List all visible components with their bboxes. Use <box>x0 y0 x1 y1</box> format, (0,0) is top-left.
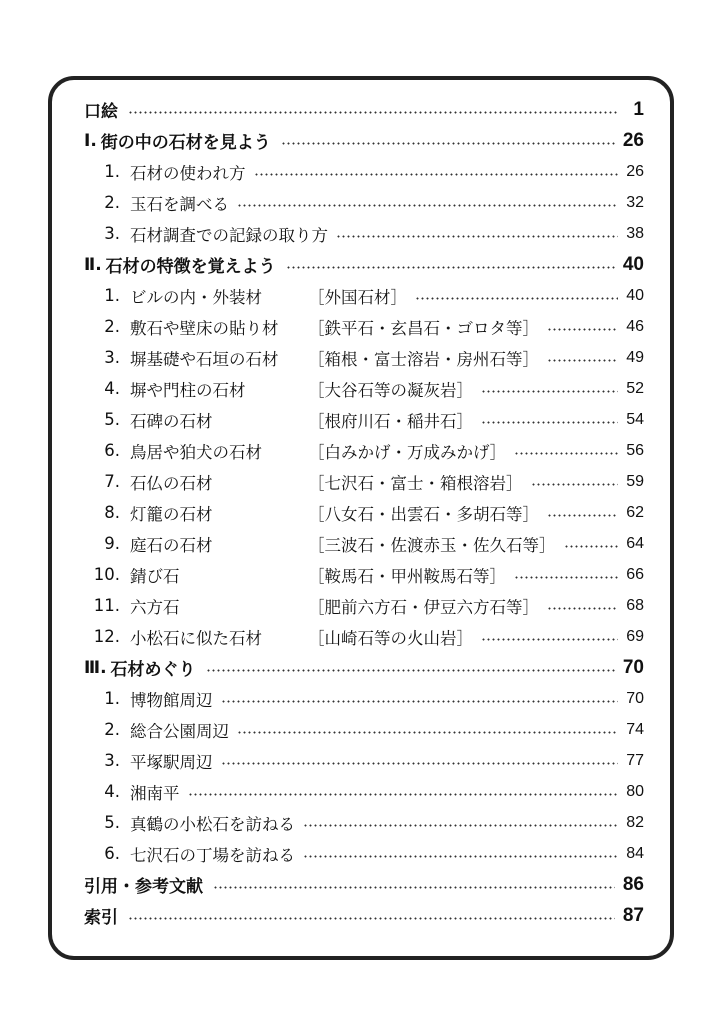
toc-page-number: 46 <box>626 317 644 335</box>
toc-stone-note: ［根府川石・稲井石］ <box>308 411 473 431</box>
toc-page-number: 82 <box>626 813 644 831</box>
dot-leader <box>514 576 618 579</box>
toc-stone-note: ［箱根・富士溶岩・房州石等］ <box>308 349 539 369</box>
dot-leader <box>237 731 618 734</box>
toc-page-number: 68 <box>626 596 644 614</box>
toc-title: 玉石を調べる <box>130 194 229 214</box>
toc-page-number: 59 <box>626 472 644 490</box>
toc-number: 10. <box>93 565 120 584</box>
toc-stone-note: ［鞍馬石・甲州鞍馬石等］ <box>308 566 506 586</box>
toc-page-number: 40 <box>626 286 644 304</box>
toc-section-row[interactable] <box>84 435 644 466</box>
toc-page-number: 62 <box>626 503 644 521</box>
toc-number: 6. <box>104 441 120 460</box>
toc-section-row[interactable] <box>84 621 644 652</box>
toc-page-number: 40 <box>622 253 644 275</box>
dot-leader <box>481 638 618 641</box>
toc-title: 庭石の石材 <box>130 535 213 555</box>
toc-number: Ⅱ. <box>84 254 102 275</box>
toc-section-row[interactable] <box>84 838 644 869</box>
toc-title: 六方石 <box>130 597 180 617</box>
dot-leader <box>547 514 618 517</box>
toc-number: 3. <box>104 751 120 770</box>
dot-leader <box>254 173 619 176</box>
toc-title: 鳥居や狛犬の石材 <box>130 442 262 462</box>
toc-section-row[interactable] <box>84 466 644 497</box>
toc-title: 石材調査での記録の取り方 <box>130 225 328 245</box>
dot-leader <box>336 235 618 238</box>
toc-title: 湘南平 <box>130 783 180 803</box>
toc-title: 灯籠の石材 <box>130 504 213 524</box>
dot-leader <box>415 297 618 300</box>
toc-number: 9. <box>104 534 120 553</box>
toc-page-number: 74 <box>626 720 644 738</box>
toc-page-number: 70 <box>622 656 644 678</box>
dot-leader <box>221 762 619 765</box>
toc-section-row[interactable] <box>84 807 644 838</box>
toc-section-row[interactable] <box>84 373 644 404</box>
toc-number: Ⅰ. <box>84 130 97 151</box>
toc-section-row[interactable] <box>84 776 644 807</box>
toc-page-number: 70 <box>626 689 644 707</box>
toc-title: 博物館周辺 <box>130 690 213 710</box>
toc-section-row[interactable] <box>84 404 644 435</box>
toc-stone-note: ［七沢石・富士・箱根溶岩］ <box>308 473 523 493</box>
toc-number: 4. <box>104 379 120 398</box>
dot-leader <box>481 421 618 424</box>
toc-page-number: 38 <box>626 224 644 242</box>
dot-leader <box>481 390 618 393</box>
toc-title: 引用・参考文献 <box>84 877 203 897</box>
toc-page-number: 26 <box>626 162 644 180</box>
toc-section-row[interactable] <box>84 528 644 559</box>
toc-number: 5. <box>104 813 120 832</box>
toc-chapter-row[interactable] <box>84 94 644 125</box>
toc-section-row[interactable] <box>84 187 644 218</box>
toc-page-number: 66 <box>626 565 644 583</box>
toc-section-row[interactable] <box>84 590 644 621</box>
toc-section-row[interactable] <box>84 342 644 373</box>
dot-leader <box>237 204 618 207</box>
toc-section-row[interactable] <box>84 280 644 311</box>
toc-number: Ⅲ. <box>84 657 107 678</box>
toc-title: 塀や門柱の石材 <box>130 380 246 400</box>
toc-title: 平塚駅周辺 <box>130 752 213 772</box>
toc-section-row[interactable] <box>84 683 644 714</box>
dot-leader <box>547 359 618 362</box>
toc-page-number: 32 <box>626 193 644 211</box>
toc-title: 総合公園周辺 <box>130 721 229 741</box>
toc-page-number: 86 <box>622 873 644 895</box>
toc-page-number: 64 <box>626 534 644 552</box>
dot-leader <box>303 824 618 827</box>
toc-section-row[interactable] <box>84 559 644 590</box>
toc-title: 石材の使われ方 <box>130 163 246 183</box>
toc-number: 8. <box>104 503 120 522</box>
toc-title: 石材めぐり <box>110 660 196 680</box>
toc-title: ビルの内・外装材 <box>130 287 262 307</box>
dot-leader <box>286 266 615 269</box>
toc-stone-note: ［山崎石等の火山岩］ <box>308 628 473 648</box>
toc-section-row[interactable] <box>84 497 644 528</box>
toc-number: 1. <box>104 162 120 181</box>
toc-number: 11. <box>93 596 120 615</box>
toc-chapter-row[interactable] <box>84 249 644 280</box>
toc-page-number: 26 <box>622 129 644 151</box>
toc-page-number: 52 <box>626 379 644 397</box>
dot-leader <box>188 793 619 796</box>
dot-leader <box>514 452 618 455</box>
toc-title: 街の中の石材を見よう <box>100 133 271 153</box>
dot-leader <box>281 142 615 145</box>
toc-section-row[interactable] <box>84 218 644 249</box>
toc-title: 口絵 <box>84 102 118 122</box>
toc-chapter-row[interactable] <box>84 900 644 931</box>
dot-leader <box>531 483 619 486</box>
toc-page-number: 77 <box>626 751 644 769</box>
toc-chapter-row[interactable] <box>84 869 644 900</box>
toc-number: 3. <box>104 348 120 367</box>
toc-title: 石碑の石材 <box>130 411 213 431</box>
toc-title: 七沢石の丁場を訪ねる <box>130 845 295 865</box>
toc-stone-note: ［白みかげ・万成みかげ］ <box>308 442 507 462</box>
toc-stone-note: ［外国石材］ <box>308 287 407 307</box>
toc-number: 5. <box>104 410 120 429</box>
dot-leader <box>547 607 618 610</box>
dot-leader <box>213 886 615 889</box>
toc-section-row[interactable] <box>84 311 644 342</box>
toc-number: 3. <box>104 224 120 243</box>
dot-leader <box>564 545 619 548</box>
dot-leader <box>206 669 615 672</box>
toc-section-row[interactable] <box>84 745 644 776</box>
toc-title: 小松石に似た石材 <box>130 628 262 648</box>
toc-number: 1. <box>104 689 120 708</box>
toc-title: 敷石や壁床の貼り材 <box>130 318 279 338</box>
toc-page-number: 49 <box>626 348 644 366</box>
toc-title: 索引 <box>84 908 118 928</box>
dot-leader <box>221 700 619 703</box>
dot-leader <box>128 917 615 920</box>
toc-number: 12. <box>93 627 120 646</box>
toc-number: 1. <box>104 286 120 305</box>
toc-chapter-row[interactable] <box>84 125 644 156</box>
dot-leader <box>128 111 618 114</box>
toc-section-row[interactable] <box>84 156 644 187</box>
toc-page-number: 87 <box>622 904 644 926</box>
toc-stone-note: ［大谷石等の凝灰岩］ <box>308 380 473 400</box>
toc-page-number: 1 <box>633 98 644 120</box>
toc-number: 2. <box>104 317 120 336</box>
toc-page-number: 54 <box>626 410 644 428</box>
toc-section-row[interactable] <box>84 714 644 745</box>
toc-number: 7. <box>104 472 120 491</box>
toc-number: 2. <box>104 720 120 739</box>
toc-chapter-row[interactable] <box>84 652 644 683</box>
toc-title: 真鶴の小松石を訪ねる <box>130 814 295 834</box>
toc-page-number: 69 <box>626 627 644 645</box>
toc-number: 6. <box>104 844 120 863</box>
toc-stone-note: ［肥前六方石・伊豆六方石等］ <box>308 597 539 617</box>
dot-leader <box>303 855 618 858</box>
toc-title: 石仏の石材 <box>130 473 213 493</box>
toc-title: 石材の特徴を覚えよう <box>105 257 276 277</box>
toc-page-number: 80 <box>626 782 644 800</box>
toc-page-number: 56 <box>626 441 644 459</box>
table-of-contents <box>84 94 644 931</box>
dot-leader <box>547 328 618 331</box>
toc-stone-note: ［鉄平石・玄昌石・ゴロタ等］ <box>308 318 539 338</box>
toc-number: 4. <box>104 782 120 801</box>
toc-title: 錆び石 <box>130 566 180 586</box>
toc-title: 塀基礎や石垣の石材 <box>130 349 279 369</box>
toc-stone-note: ［三波石・佐渡赤玉・佐久石等］ <box>308 535 556 555</box>
toc-stone-note: ［八女石・出雲石・多胡石等］ <box>308 504 539 524</box>
toc-number: 2. <box>104 193 120 212</box>
toc-page-number: 84 <box>626 844 644 862</box>
